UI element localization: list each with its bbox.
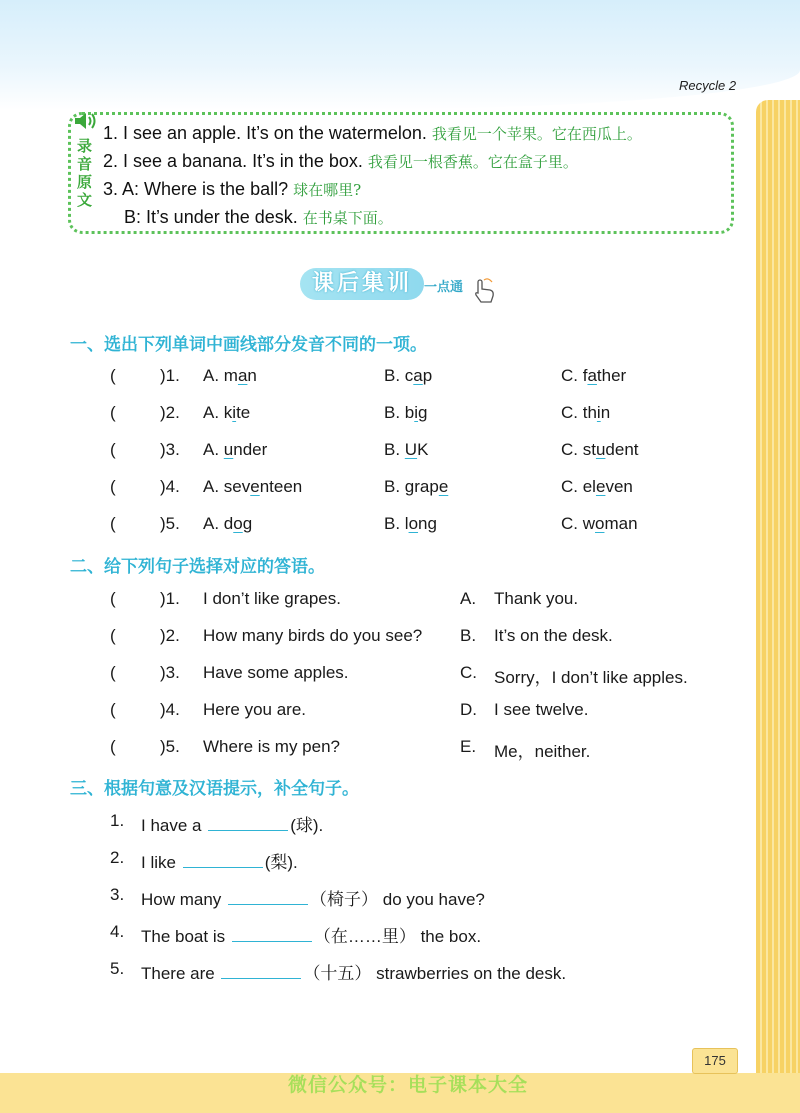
book-page-edge: [756, 100, 800, 1113]
underlined-letter: i: [232, 403, 237, 422]
banner-title: 课后集训: [300, 268, 424, 300]
underlined-letter: a: [587, 366, 597, 385]
fill-sentence: [141, 959, 566, 984]
option-prefix: B.: [384, 440, 405, 459]
answer-letter: E.: [460, 737, 477, 756]
answer-text: Me，neither.: [494, 742, 591, 761]
option-suffix: n: [600, 403, 611, 422]
option-word: [203, 440, 267, 460]
chinese-hint: (梨).: [264, 853, 298, 872]
answer-letter: D.: [460, 700, 477, 719]
answer-blank: [232, 925, 312, 942]
answer-paren: (: [110, 626, 116, 645]
underlined-letter: o: [233, 514, 243, 533]
transcript-line: 1. I see an apple. It’s on the watermelon. 我看见一个苹果。它在西瓜上。: [103, 123, 642, 143]
question-number: 1.: [110, 811, 125, 830]
underlined-letter: e: [250, 477, 260, 496]
section-2-title: 二、给下列句子选择对应的答语。: [70, 557, 325, 577]
option-suffix: g: [242, 514, 253, 533]
answer-text: Sorry，I don’t like apples.: [494, 668, 688, 687]
watermark: 微信公众号：电子课本大全: [288, 1074, 529, 1096]
option-word: [203, 477, 302, 497]
answer-paren: (: [110, 514, 116, 533]
fill-sentence: [141, 885, 485, 910]
underlined-letter: i: [596, 403, 601, 422]
page-number: 175: [692, 1048, 738, 1074]
answer-letter: B.: [460, 626, 477, 645]
option-word: [561, 440, 639, 460]
option-word: [384, 403, 428, 423]
answer-letter: C.: [460, 663, 477, 682]
section-3-title: 三、根据句意及汉语提示，补全句子。: [70, 779, 359, 799]
option-word: [203, 366, 257, 386]
option-word: [384, 477, 448, 497]
section-1-title: 一、选出下列单词中画线部分发音不同的一项。: [70, 335, 427, 355]
option-suffix: nder: [233, 440, 268, 459]
underlined-letter: o: [408, 514, 419, 533]
sentence-start: How many: [141, 890, 222, 909]
option-prefix: A. k: [203, 403, 233, 422]
answer-text: Thank you.: [494, 589, 579, 608]
underlined-letter: a: [413, 366, 423, 385]
sentence-start: The boat is: [141, 927, 226, 946]
option-word: [561, 477, 633, 497]
answer-paren: (: [110, 737, 116, 756]
underlined-letter: e: [438, 477, 449, 496]
question-number: 3.: [110, 885, 125, 904]
answer-text: It’s on the desk.: [494, 626, 613, 645]
question-number: )4.: [160, 700, 180, 719]
sentence-end: strawberries on the desk.: [376, 964, 567, 983]
chinese-hint: （椅子）: [310, 890, 379, 909]
option-prefix: B. c: [384, 366, 414, 385]
option-prefix: A. sev: [203, 477, 251, 496]
answer-blank: [221, 962, 301, 979]
option-prefix: A. d: [203, 514, 234, 533]
option-suffix: p: [422, 366, 433, 385]
chinese-hint: （在……里）: [313, 927, 416, 946]
option-prefix: A.: [203, 440, 224, 459]
transcript-box: [68, 112, 734, 234]
underlined-letter: o: [595, 514, 605, 533]
question-number: )1.: [160, 366, 180, 385]
fill-sentence: [141, 922, 481, 947]
answer-blank: [208, 814, 288, 831]
option-prefix: A. m: [203, 366, 238, 385]
underlined-letter: e: [595, 477, 606, 496]
answer-blank: [183, 851, 263, 868]
option-word: [384, 440, 428, 460]
question-number: )5.: [160, 737, 180, 756]
option-prefix: B. b: [384, 403, 415, 422]
option-word: [384, 366, 432, 386]
chinese-hint: （十五）: [303, 964, 372, 983]
answer-letter: A.: [460, 589, 477, 608]
banner-subtitle: 一点通: [424, 280, 464, 295]
option-suffix: K: [417, 440, 429, 459]
transcript-label: 录 音 原 文: [77, 137, 93, 209]
option-suffix: ven: [605, 477, 633, 496]
pointing-hand-icon: [472, 278, 498, 304]
underlined-letter: U: [404, 440, 418, 459]
option-prefix: C. th: [561, 403, 597, 422]
question-number: )1.: [160, 589, 180, 608]
sentence-start: I have a: [141, 816, 202, 835]
answer-paren: (: [110, 700, 116, 719]
unit-label: Recycle 2: [679, 78, 737, 93]
section-banner: [300, 264, 500, 310]
fill-sentence: [141, 811, 323, 836]
question-number: )2.: [160, 403, 180, 422]
option-prefix: B. l: [384, 514, 409, 533]
option-word: [203, 514, 252, 534]
question-text: How many birds do you see?: [203, 626, 423, 645]
question-text: Have some apples.: [203, 663, 349, 682]
answer-paren: (: [110, 366, 116, 385]
option-word: [561, 514, 638, 534]
underlined-letter: u: [223, 440, 234, 459]
transcript-line: B: It’s under the desk. 在书桌下面。: [124, 207, 393, 227]
question-number: )3.: [160, 440, 180, 459]
underlined-letter: u: [595, 440, 606, 459]
option-prefix: B. grap: [384, 477, 439, 496]
underlined-letter: a: [237, 366, 248, 385]
question-text: I don’t like grapes.: [203, 589, 341, 608]
option-suffix: n: [247, 366, 257, 385]
option-word: [384, 514, 437, 534]
answer-paren: (: [110, 440, 116, 459]
question-number: )4.: [160, 477, 180, 496]
fill-sentence: [141, 848, 298, 873]
question-text: Here you are.: [203, 700, 306, 719]
sentence-end: the box.: [420, 927, 482, 946]
question-number: )3.: [160, 663, 180, 682]
option-suffix: nteen: [259, 477, 303, 496]
option-word: [561, 366, 626, 386]
question-text: Where is my pen?: [203, 737, 340, 756]
option-prefix: C. f: [561, 366, 588, 385]
answer-paren: (: [110, 403, 116, 422]
question-number: )5.: [160, 514, 180, 533]
question-number: 5.: [110, 959, 125, 978]
option-prefix: C. st: [561, 440, 596, 459]
chinese-hint: (球).: [290, 816, 324, 835]
answer-paren: (: [110, 477, 116, 496]
option-suffix: man: [604, 514, 638, 533]
answer-paren: (: [110, 589, 116, 608]
option-word: [203, 403, 250, 423]
option-suffix: ng: [418, 514, 437, 533]
option-suffix: ther: [596, 366, 627, 385]
answer-text: I see twelve.: [494, 700, 589, 719]
sentence-start: I like: [141, 853, 176, 872]
speaker-icon: [73, 111, 99, 131]
option-suffix: te: [236, 403, 251, 422]
answer-blank: [228, 888, 308, 905]
question-number: )2.: [160, 626, 180, 645]
option-prefix: C. w: [561, 514, 595, 533]
transcript-line: 3. A: Where is the ball? 球在哪里?: [103, 179, 362, 199]
question-number: 4.: [110, 922, 125, 941]
option-suffix: g: [418, 403, 428, 422]
answer-paren: (: [110, 663, 116, 682]
question-number: 2.: [110, 848, 125, 867]
option-prefix: C. el: [561, 477, 596, 496]
underlined-letter: i: [414, 403, 419, 422]
sentence-end: do you have?: [382, 890, 485, 909]
option-word: [561, 403, 610, 423]
option-suffix: dent: [605, 440, 639, 459]
transcript-line: 2. I see a banana. It’s in the box. 我看见一根香蕉。它在盒子里。: [103, 151, 578, 171]
sentence-start: There are: [141, 964, 215, 983]
